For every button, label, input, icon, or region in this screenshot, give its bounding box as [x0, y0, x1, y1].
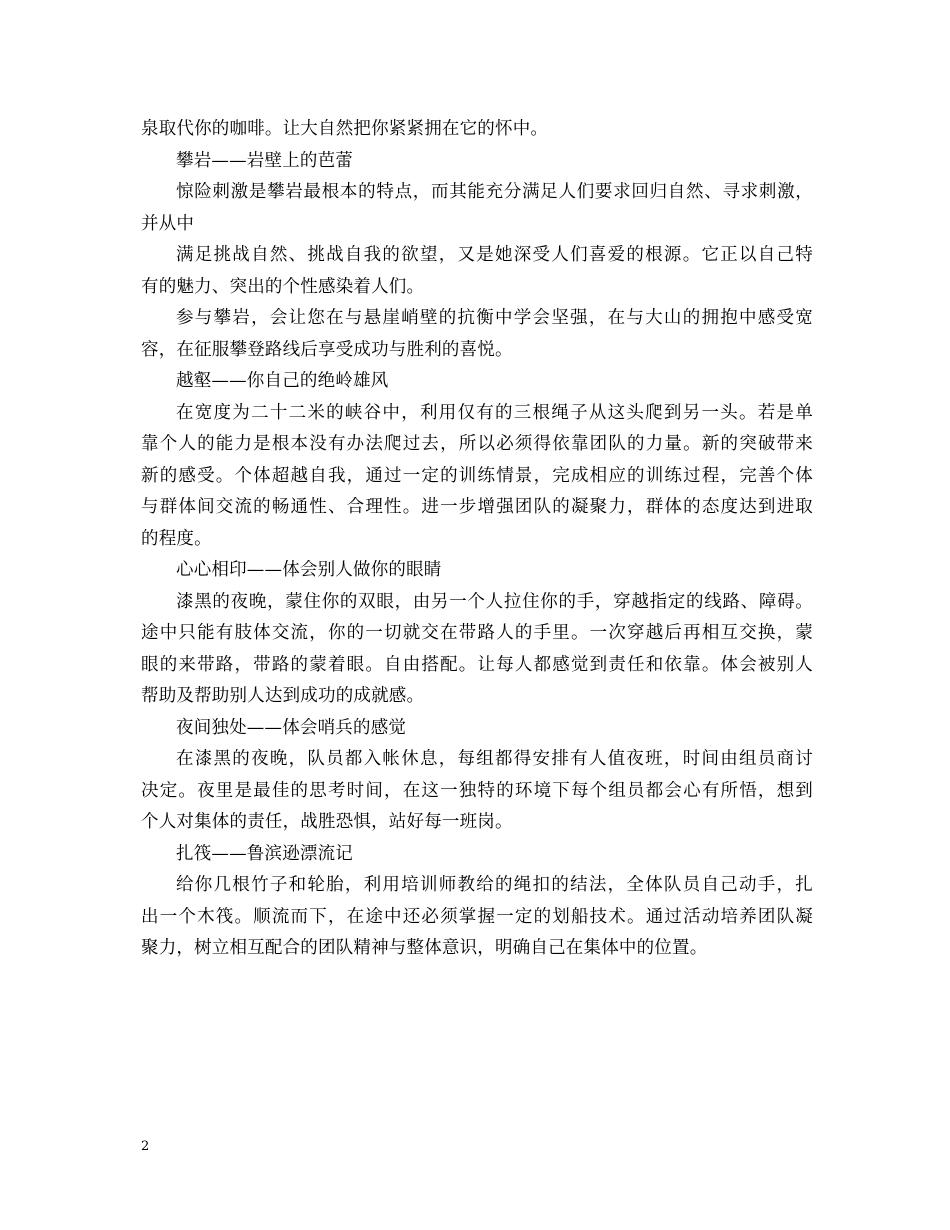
paragraph-line: 的程度。: [141, 528, 212, 549]
paragraph-line: 参与攀岩，会让您在与悬崖峭壁的抗衡中学会坚强，在与大山的拥抱中感受宽: [176, 308, 813, 328]
paragraph-line: 满足挑战自然、挑战自我的欲望，又是她深受人们喜爱的根源。它正以自己特: [176, 245, 813, 265]
paragraph-line: 聚力，树立相互配合的团队精神与整体意识，明确自己在集体中的位置。: [141, 938, 708, 958]
paragraph-line: 眼的来带路，带路的蒙着眼。自由搭配。让每人都感觉到责任和依靠。体会被别人: [141, 654, 813, 675]
paragraph-line: 给你几根竹子和轮胎，利用培训师教给的绳扣的结法，全体队员自己动手，扎: [176, 875, 813, 895]
paragraph-line: 途中只能有肢体交流，你的一切就交在带路人的手里。一次穿越后再相互交换，蒙: [141, 623, 813, 643]
section-heading-canyon: 越壑——你自己的绝岭雄风: [176, 371, 389, 391]
paragraph-line: 泉取代你的咖啡。让大自然把你紧紧拥在它的怀中。: [141, 119, 549, 139]
paragraph-line: 与群体间交流的畅通性、合理性。进一步增强团队的凝聚力，群体的态度达到进取: [141, 497, 813, 517]
paragraph-line: 漆黑的夜晚，蒙住你的双眼，由另一个人拉住你的手，穿越指定的线路、障碍。: [176, 591, 813, 612]
paragraph-line: 惊险刺激是攀岩最根本的特点，而其能充分满足人们要求回归自然、寻求刺激，: [176, 182, 813, 202]
paragraph-line: 容，在征服攀登路线后享受成功与胜利的喜悦。: [141, 339, 513, 360]
paragraph-line: 决定。夜里是最佳的思考时间，在这一独特的环境下每个组员都会心有所悟，想到: [141, 780, 813, 801]
paragraph-line: 在宽度为二十二米的峡谷中，利用仅有的三根绳子从这头爬到另一头。若是单: [176, 402, 813, 423]
paragraph-line: 有的魅力、突出的个性感染着人们。: [141, 276, 425, 297]
document-body: [141, 114, 813, 965]
section-heading-climbing: 攀岩——岩壁上的芭蕾: [176, 150, 353, 171]
paragraph-line: 靠个人的能力是根本没有办法爬过去，所以必须得依靠团队的力量。新的突破带来: [141, 434, 813, 454]
paragraph-line: 出一个木筏。顺流而下，在途中还必须掌握一定的划船技术。通过活动培养团队凝: [141, 906, 813, 927]
paragraph-line: 新的感受。个体超越自我，通过一定的训练情景，完成相应的训练过程，完善个体: [141, 465, 813, 486]
section-heading-trust-walk: 心心相印——体会别人做你的眼睛: [176, 560, 442, 580]
section-heading-night-watch: 夜间独处——体会哨兵的感觉: [176, 717, 407, 738]
paragraph-line: 帮助及帮助别人达到成功的成就感。: [141, 686, 425, 706]
page-number: 2: [141, 1139, 150, 1154]
paragraph-line: 在漆黑的夜晚，队员都入帐休息，每组都得安排有人值夜班，时间由组员商讨: [176, 749, 813, 769]
paragraph-line: 个人对集体的责任，战胜恐惧，站好每一班岗。: [141, 812, 513, 832]
paragraph-line: 并从中: [141, 213, 195, 234]
section-heading-raft: 扎筏——鲁滨逊漂流记: [176, 843, 353, 864]
